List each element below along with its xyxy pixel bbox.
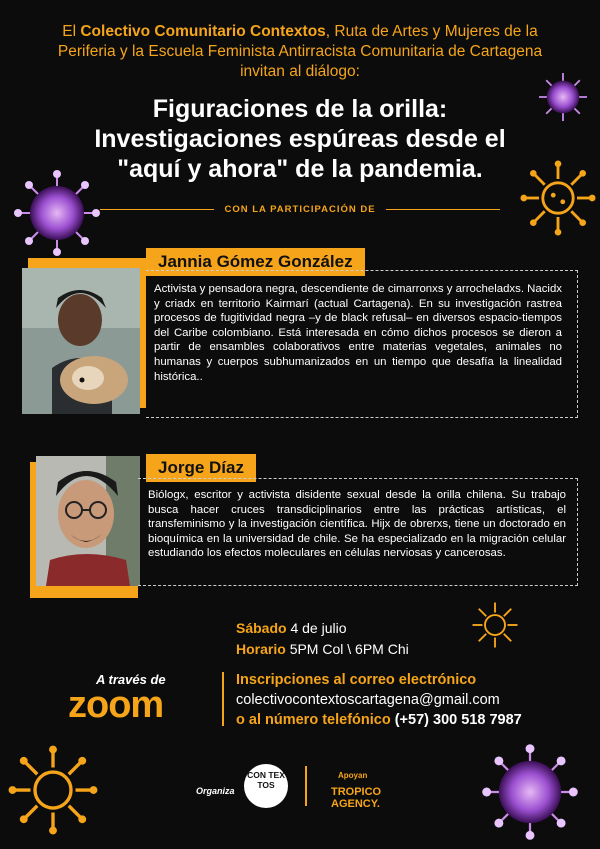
divider bbox=[222, 672, 224, 726]
person-photo bbox=[22, 268, 140, 414]
participation-row bbox=[100, 204, 500, 215]
speaker-bio: Biólogx, escritor y activista disidente sexual desde la orilla chilena. Su trabajo busca hacer cruces transdiciplinarios entre las prácticas artísticas, el transfeminismo y la investigación científica. Hijx de obrerxs, tiene un doctorado en bioquímica en la universidad de chile. Se ha especializado en la migración celular estudiando los efectos moleculares en células nerviosas y cancerosas. bbox=[148, 489, 566, 560]
person-photo bbox=[36, 456, 140, 586]
contact-email[interactable]: colectivocontextoscartagena@gmail.com bbox=[236, 692, 500, 708]
sun-virus-icon bbox=[8, 745, 98, 835]
zoom-logo: zoom bbox=[68, 684, 164, 726]
contextos-logo-text: CON TEX TOS bbox=[247, 770, 285, 790]
schedule bbox=[236, 618, 409, 660]
time-label: Horario bbox=[236, 641, 286, 657]
divider bbox=[305, 766, 307, 806]
time-value: 5PM Col \ 6PM Chi bbox=[289, 641, 409, 657]
date-label: Sábado bbox=[236, 620, 287, 636]
speaker-name: Jorge Díaz bbox=[146, 454, 256, 482]
sun-virus-icon bbox=[470, 600, 520, 650]
date-value: 4 de julio bbox=[290, 620, 347, 636]
intro-text: El Colectivo Comunitario Contextos, Ruta de Artes y Mujeres de la Periferia y la Escuela Feminista Antirracista Comunitaria de Cartagena invitan al diálogo: bbox=[57, 23, 543, 80]
contact-phone[interactable]: (+57) 300 518 7987 bbox=[394, 712, 522, 728]
platform-pre: A través de bbox=[96, 672, 166, 687]
contact-block bbox=[236, 670, 576, 730]
divider bbox=[100, 209, 214, 210]
intro-org: Colectivo Comunitario Contextos bbox=[80, 23, 326, 40]
participation-label: CON LA PARTICIPACIÓN DE bbox=[224, 204, 376, 215]
organiza-label: Organiza bbox=[196, 786, 235, 796]
virus-icon bbox=[480, 742, 580, 842]
event-title: Figuraciones de la orilla: Investigaciones espúreas desde el "aquí y ahora" de la pandemia. bbox=[94, 95, 506, 183]
sponsor-logo: TROPICO AGENCY. bbox=[331, 786, 382, 810]
divider bbox=[386, 209, 500, 210]
contact-phone-label: o al número telefónico bbox=[236, 712, 391, 728]
apoyan-label: Apoyan bbox=[338, 771, 368, 780]
speaker-bio: Activista y pensadora negra, descendiente de cimarronxs y arrocheladxs. Nacidx y criadx en territorio Kairmarí (actual Cartagena). En su investigación rastrea procesos de fugitividad negra –y de black refusal– en diversos espacio-tiempos del Caribe colombiano. Está interesada en cómo dichos procesos se dieron a partir de ensambles colaborativos entre materias vegetales, animales no humanas y cuerpos subhumanizados en un tiempo que desafía la linealidad histórica.. bbox=[154, 283, 562, 383]
speaker-name: Jannia Gómez González bbox=[146, 248, 365, 276]
contact-line1: Inscripciones al correo electrónico bbox=[236, 672, 477, 688]
